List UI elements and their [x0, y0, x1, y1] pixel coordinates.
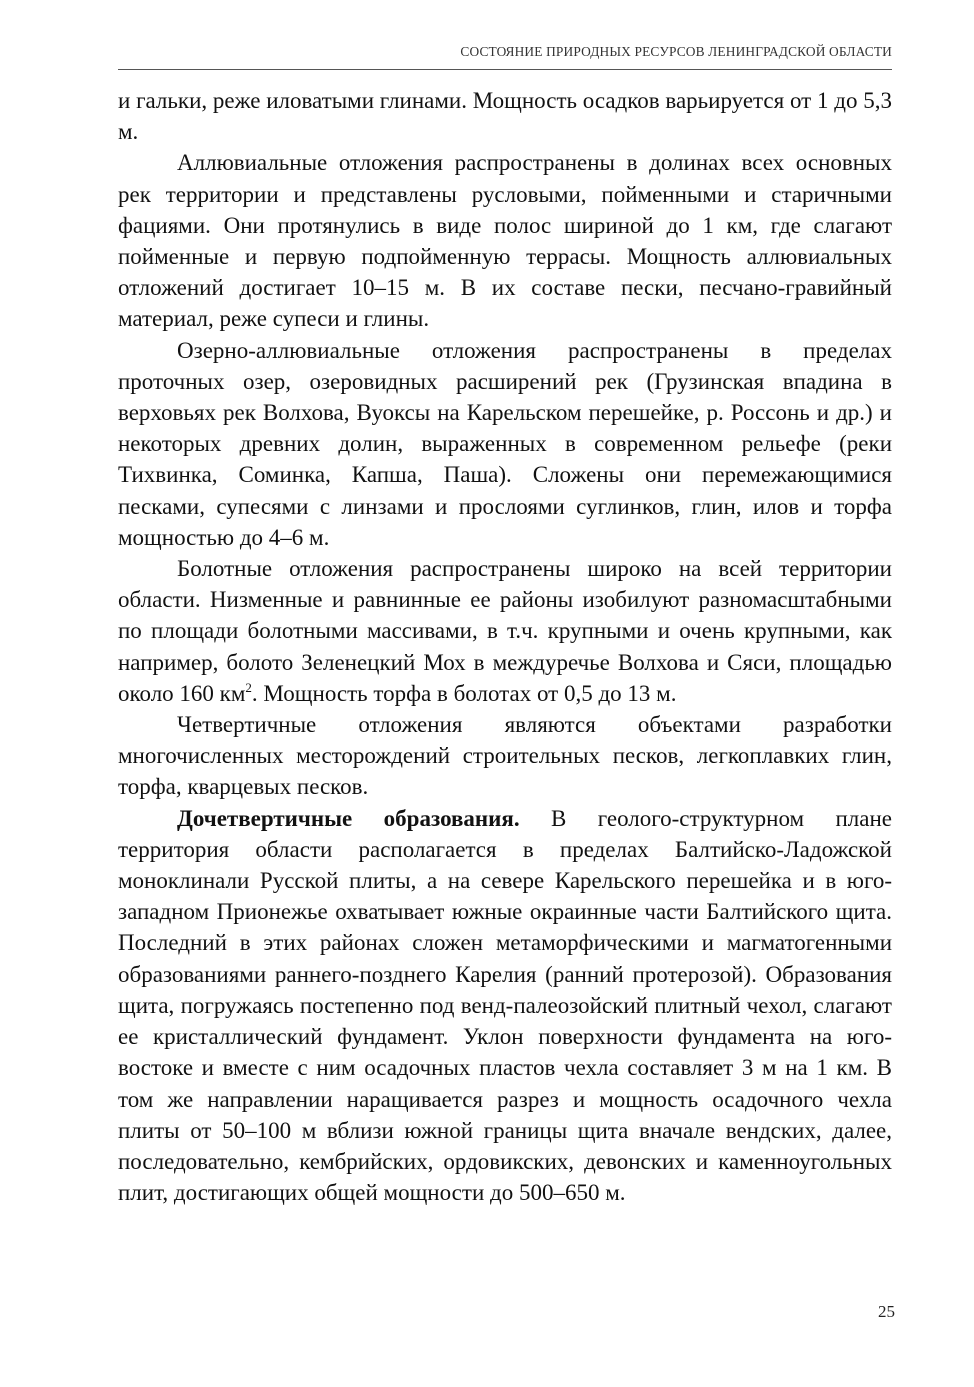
paragraph-alluvial: Аллювиальные отложения распространены в долинах всех основных рек территории и представлены русловыми, пойменными и старичными фациями. Они протянулись в виде полос шириной до 1 км, где слагают пойменные и первую подпойменную террасы. Мощность аллювиальных отложений достигает 10–15 м. В их составе пески, песчано-гравийный материал, реже супеси и глины.	[118, 150, 892, 332]
bog-text-part-1: Болотные отложения распространены широко на всей территории области. Низменные и равнинные ее районы изобилуют разномасштабными по площади болотными массивами, в т.ч. крупными и очень крупными, как например, болото Зеленецкий Мох в междуречье Волхова и Сяси, площадью около 160 км	[118, 556, 892, 706]
paragraph-continuation: и гальки, реже иловатыми глинами. Мощность осадков варьируется от 1 до 5,3 м.	[118, 88, 892, 145]
header-divider	[118, 69, 892, 70]
bog-text-part-2: . Мощность торфа в болотах от 0,5 до 13 м.	[251, 680, 677, 706]
paragraph-quaternary-deposits: Четвертичные отложения являются объектами разработки многочисленных месторождений строительных песков, легкоплавких глин, торфа, кварцевых песков.	[118, 712, 892, 800]
running-header: СОСТОЯНИЕ ПРИРОДНЫХ РЕСУРСОВ ЛЕНИНГРАДСКОЙ ОБЛАСТИ	[460, 44, 892, 59]
paragraph-lake-alluvial: Озерно-аллювиальные отложения распространены в пределах проточных озер, озеровидных расширений рек (Грузинская впадина в верховьях рек Волхова, Вуоксы на Карельском перешейке, р. Россонь и др.) и некоторых древних долин, выраженных в современном рельефе (реки Тихвинка, Соминка, Капша, Паша). Сложены они перемежающимися песками, супесями с линзами и прослоями суглинков, глин, илов и торфа мощностью до 4–6 м.	[118, 337, 892, 550]
pre-quaternary-text: В геолого-структурном плане территория области располагается в пределах Балтийско-Ладожской моноклинали Русской плиты, а на севере Карельского перешейка и в юго-западном Прионежье охватывает южные окраинные части Балтийского щита. Последний в этих районах сложен метаморфическими и магматогенными образованиями раннего-позднего Карелия (ранний протерозой). Образования щита, погружаясь постепенно под венд-палеозойский плитный чехол, слагают ее кристаллический фундамент. Уклон поверхности фундамента на юго-востоке и вместе с ним осадочных пластов чехла составляет 3 м на 1 км. В том же направлении наращивается разрез и мощность осадочного чехла плиты от 50–100 м вблизи южной границы щита вначале вендских, далее, последовательно, кембрийских, ордовикских, девонских и каменноугольных плит, достигающих общей мощности до 500–650 м.	[118, 805, 892, 1206]
body-text	[118, 85, 892, 1208]
area-superscript: 2	[245, 680, 252, 696]
section-lead-heading: Дочетвертичные образования.	[177, 805, 520, 831]
paragraph-pre-quaternary	[118, 803, 892, 1209]
page-number: 25	[878, 1302, 895, 1321]
paragraph-bog	[118, 553, 892, 709]
